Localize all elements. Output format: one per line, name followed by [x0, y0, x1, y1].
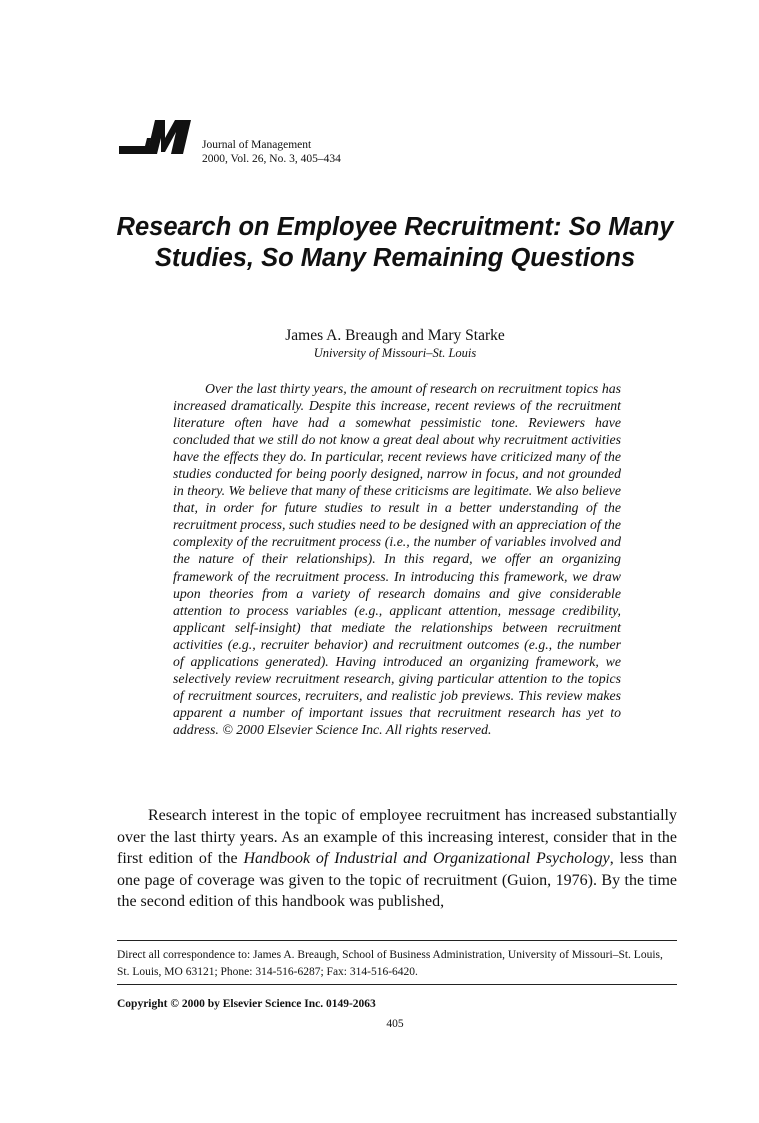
- article-authors: James A. Breaugh and Mary Starke: [285, 327, 505, 344]
- body-text-2: , less than one page of coverage was given to the topic of recruitment (Guion, 1976). By the time the second edition of this handbook was published,: [117, 850, 677, 911]
- abstract: Over the last thirty years, the amount of research on recruitment topics has increased dramatically. Despite this increase, recent reviews of the recruitment literature often have had a somewhat pessimistic tone. Reviewers have concluded that we still do not know a great deal about why recruitment activities have the effects they do. In particular, recent reviews have criticized many of the studies conducted for being poorly designed, narrow in focus, and not grounded in theory. We believe that many of these criticisms are legitimate. We also believe that, in order for future studies to result in a better understanding of the recruitment process, such studies need to be designed with an appreciation of the complexity of the recruitment process (i.e., the number of variables involved and the nature of their relationships). In this regard, we offer an organizing framework of the recruitment process. In introducing this framework, we draw upon theories from a variety of research domains and give considerable attention to process variables (e.g., applicant attention, message credibility, applicant self-insight) that mediate the relationships between recruitment activities (e.g., recruiter behavior) and recruitment outcomes (e.g., the number of applications generated). Having introduced an organizing framework, we selectively review recruitment research, giving particular attention to the topics of recruitment sources, recruiters, and realistic job previews. This review makes apparent a number of important issues that recruitment research has yet to address. © 2000 Elsevier Science Inc. All rights reserved.: [173, 381, 621, 737]
- journal-info: [202, 138, 341, 166]
- correspondence-footnote: Direct all correspondence to: James A. Breaugh, School of Business Administration, University of Missouri–St. Louis, St. Louis, MO 63121; Phone: 314-516-6287; Fax: 314-516-6420.: [117, 949, 663, 978]
- copyright-divider: [117, 984, 677, 985]
- body-text-1: Research interest in the topic of employee recruitment has increased substantially over the last thirty years. As an example of this increasing interest, consider that in the first edition of the: [117, 807, 677, 868]
- handbook-title: Handbook of Industrial and Organizational Psychology: [243, 850, 610, 868]
- body-paragraph: [117, 805, 677, 913]
- journal-citation: 2000, Vol. 26, No. 3, 405–434: [202, 153, 341, 165]
- journal-name: Journal of Management: [202, 139, 312, 151]
- article-title: Research on Employee Recruitment: So Many Studies, So Many Remaining Questions: [116, 213, 674, 272]
- page-number: 405: [386, 1018, 404, 1030]
- footnote-divider: [117, 940, 677, 941]
- author-affiliation: University of Missouri–St. Louis: [313, 346, 477, 360]
- journal-logo-icon: [117, 116, 193, 160]
- copyright-line: Copyright © 2000 by Elsevier Science Inc. 0149-2063: [117, 998, 376, 1010]
